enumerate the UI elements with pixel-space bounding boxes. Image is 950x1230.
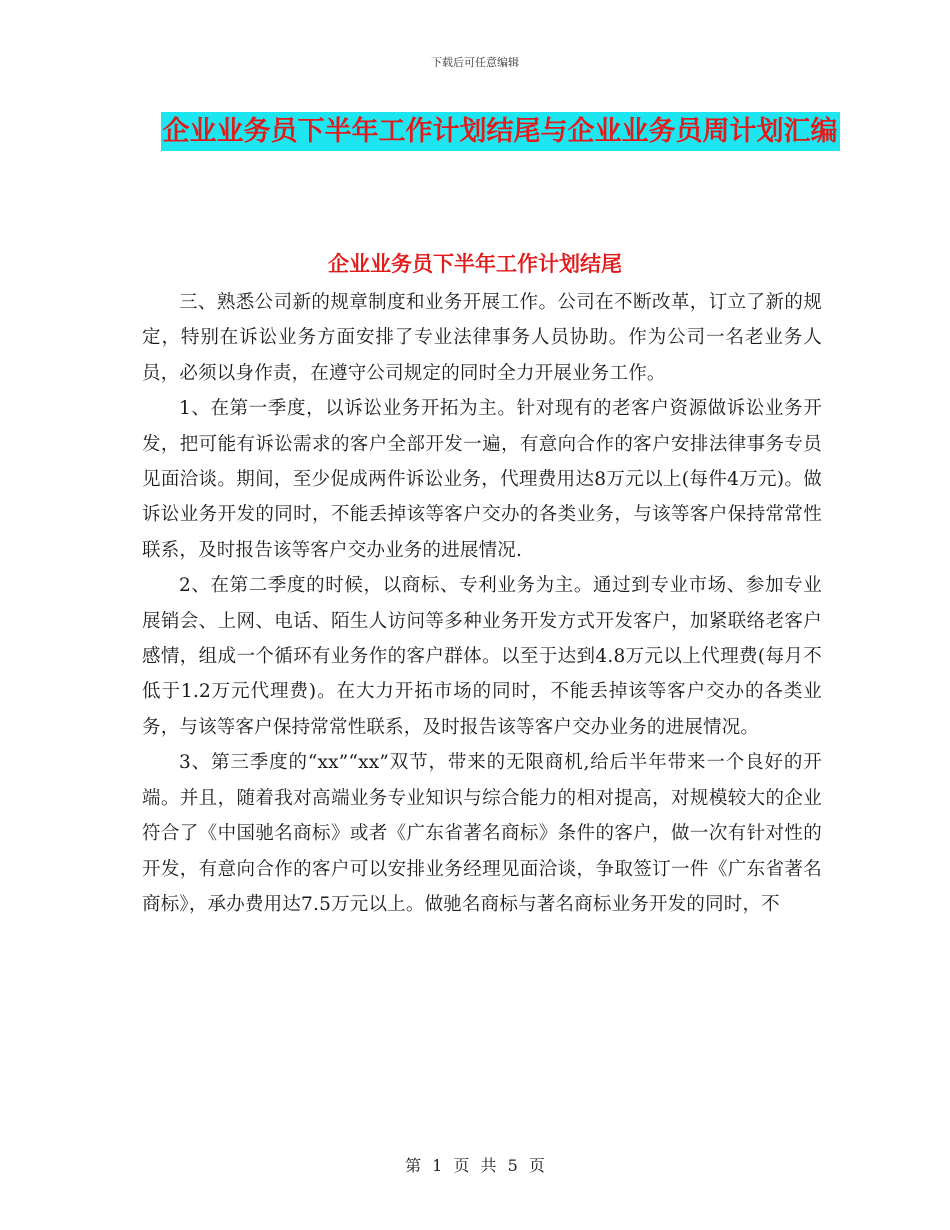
document-title [140,108,860,156]
page-header: 下载后可任意编辑 [431,56,519,69]
page-footer: 第 1 页 共 5 页 [405,1156,545,1175]
paragraph: 3、第三季度的“xx”“xx”双节，带来的无限商机,给后半年带来一个良好的开端。并且，随着我对高端业务专业知识与综合能力的相对提高，对规模较大的企业符合了《中国驰名商标》或者《广东省著名商标》条件的客户，做一次有针对性的开发，有意向合作的客户可以安排业务经理见面洽谈，争取签订一件《广东省著名商标》，承办费用达7.5万元以上。做驰名商标与著名商标业务开发的同时，不 [142,752,822,915]
paragraph: 1、在第一季度，以诉讼业务开拓为主。针对现有的老客户资源做诉讼业务开发，把可能有诉讼需求的客户全部开发一遍，有意向合作的客户安排法律事务专员见面洽谈。期间，至少促成两件诉讼业务，代理费用达8万元以上(每件4万元)。做诉讼业务开发的同时，不能丢掉该等客户交办的各类业务，与该等客户保持常常性联系，及时报告该等客户交办业务的进展情况. [142,398,822,561]
paragraph: 2、在第二季度的时候，以商标、专利业务为主。通过到专业市场、参加专业展销会、上网、电话、陌生人访问等多种业务开发方式开发客户，加紧联络老客户感情，组成一个循环有业务作的客户群体。以至于达到4.8万元以上代理费(每月不低于1.2万元代理费)。在大力开拓市场的同时，不能丢掉该等客户交办的各类业务，与该等客户保持常常性联系，及时报告该等客户交办业务的进展情况。 [142,575,822,738]
paragraph: 三、熟悉公司新的规章制度和业务开展工作。公司在不断改革，订立了新的规定，特别在诉讼业务方面安排了专业法律事务人员协助。作为公司一名老业务人员，必须以身作责，在遵守公司规定的同时全力开展业务工作。 [142,292,822,384]
body-text [142,285,822,922]
document-title-text: 企业业务员下半年工作计划结尾与企业业务员周计划汇编 [161,112,840,151]
section-title: 企业业务员下半年工作计划结尾 [328,252,622,276]
